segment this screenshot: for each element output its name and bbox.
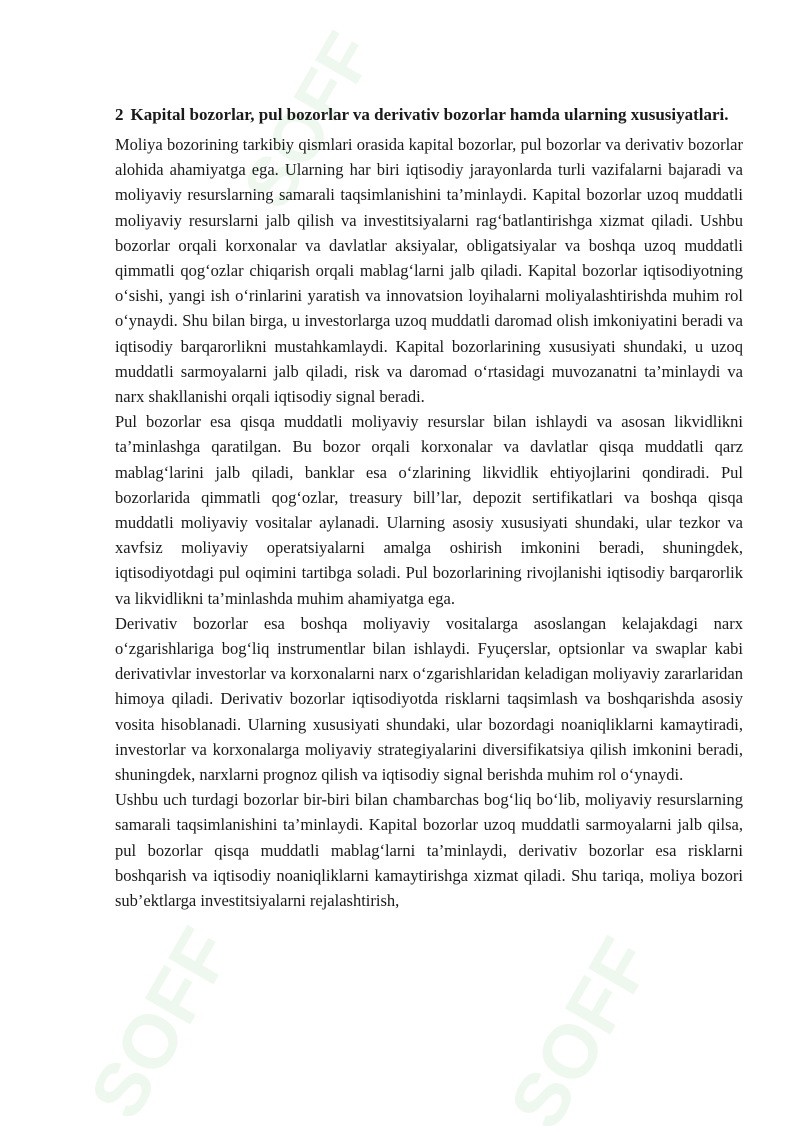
section-heading bbox=[115, 98, 743, 132]
paragraph-money-markets: Pul bozorlar esa qisqa muddatli moliyaviy resurslar bilan ishlaydi va asosan likvidlikni ta’minlashga qaratilgan. Bu bozor orqali korxonalar va davlatlar qisqa muddatli qarz mablag‘larini jalb qiladi, banklar esa o‘zlarining likvidlik ehtiyojlarini qondiradi. Pul bozorlarida qimmatli qog‘ozlar, treasury bill’lar, depozit sertifikatlari va boshqa qisqa muddatli moliyaviy vositalar aylanadi. Ularning asosiy xususiyati shundaki, ular tezkor va xavfsiz moliyaviy operatsiyalarni amalga oshirish imkonini beradi, shuningdek, iqtisodiyotdagi pul oqimini tartibga soladi. Pul bozorlarining rivojlanishi iqtisodiy barqarorlik va likvidlikni ta’minlashda muhim ahamiyatga ega. bbox=[115, 412, 743, 608]
paragraph-capital-markets: Moliya bozorining tarkibiy qismlari orasida kapital bozorlar, pul bozorlar va derivativ bozorlar alohida ahamiyatga ega. Ularning har biri iqtisodiy jarayonlarda turli vazifalarni bajaradi va moliyaviy resurslarning samarali taqsimlanishini ta’minlaydi. Kapital bozorlar uzoq muddatli moliyaviy resurslarni jalb qilish va investitsiyalarni rag‘batlantirishga xizmat qiladi. Ushbu bozorlar orqali korxonalar va davlatlar aksiyalar, obligatsiyalar va boshqa uzoq muddatli qimmatli qog‘ozlar chiqarish orqali mablag‘larni jalb qiladi. Kapital bozorlar iqtisodiyotning o‘sishi, yangi ish o‘rinlarini yaratish va innovatsion loyihalarni moliyalashtirishda muhim rol o‘ynaydi. Shu bilan birga, u investorlarga uzoq muddatli daromad olish imkoniyatini beradi va iqtisodiy barqarorlikni mustahkamlaydi. Kapital bozorlarining xususiyati shundaki, u uzoq muddatli sarmoyalarni jalb qiladi, risk va daromad o‘rtasidagi muvozanatni ta’minlaydi va narx shakllanishi orqali iqtisodiy signal beradi. bbox=[115, 135, 743, 407]
document-page bbox=[115, 98, 743, 913]
paragraph-summary: Ushbu uch turdagi bozorlar bir-biri bilan chambarchas bog‘liq bo‘lib, moliyaviy resurslarning samarali taqsimlanishini ta’minlaydi. Kapital bozorlar uzoq muddatli sarmoyalarni jalb qilsa, pul bozorlar qisqa muddatli mablag‘larni ta’minlaydi, derivativ bozorlar esa risklarni boshqarish va iqtisodiy noaniqliklarni kamaytirishga xizmat qiladi. Shu tariqa, moliya bozori sub’ektlarga investitsiyalarni rejalashtirish, bbox=[115, 790, 743, 911]
paragraph-derivative-markets: Derivativ bozorlar esa boshqa moliyaviy vositalarga asoslangan kelajakdagi narx o‘zgarishlariga bog‘liq instrumentlar bilan ishlaydi. Fyuçerslar, optsionlar va swaplar kabi derivativlar investorlar va korxonalarni narx o‘zgarishlaridan keladigan moliyaviy zararlaridan himoya qiladi. Derivativ bozorlar iqtisodiyotda risklarni taqsimlash va boshqarishda asosiy vosita hisoblanadi. Ularning xususiyati shundaki, ular bozordagi noaniqliklarni kamaytiradi, investorlar va korxonalarga moliyaviy strategiyalarini diversifikatsiya qilish imkonini beradi, shuningdek, narxlarni prognoz qilish va iqtisodiy signal berishda muhim rol o‘ynaydi. bbox=[115, 613, 743, 785]
watermark-logo-bottom-left: SOFF bbox=[73, 914, 249, 1133]
watermark-logo-top: SOFF bbox=[227, 19, 389, 221]
watermark-logo-bottom-right: SOFF bbox=[493, 924, 669, 1143]
section-number: 2 bbox=[115, 105, 124, 124]
section-title: Kapital bozorlar, pul bozorlar va derivativ bozorlar hamda ularning xususiyatlari. bbox=[130, 105, 729, 124]
